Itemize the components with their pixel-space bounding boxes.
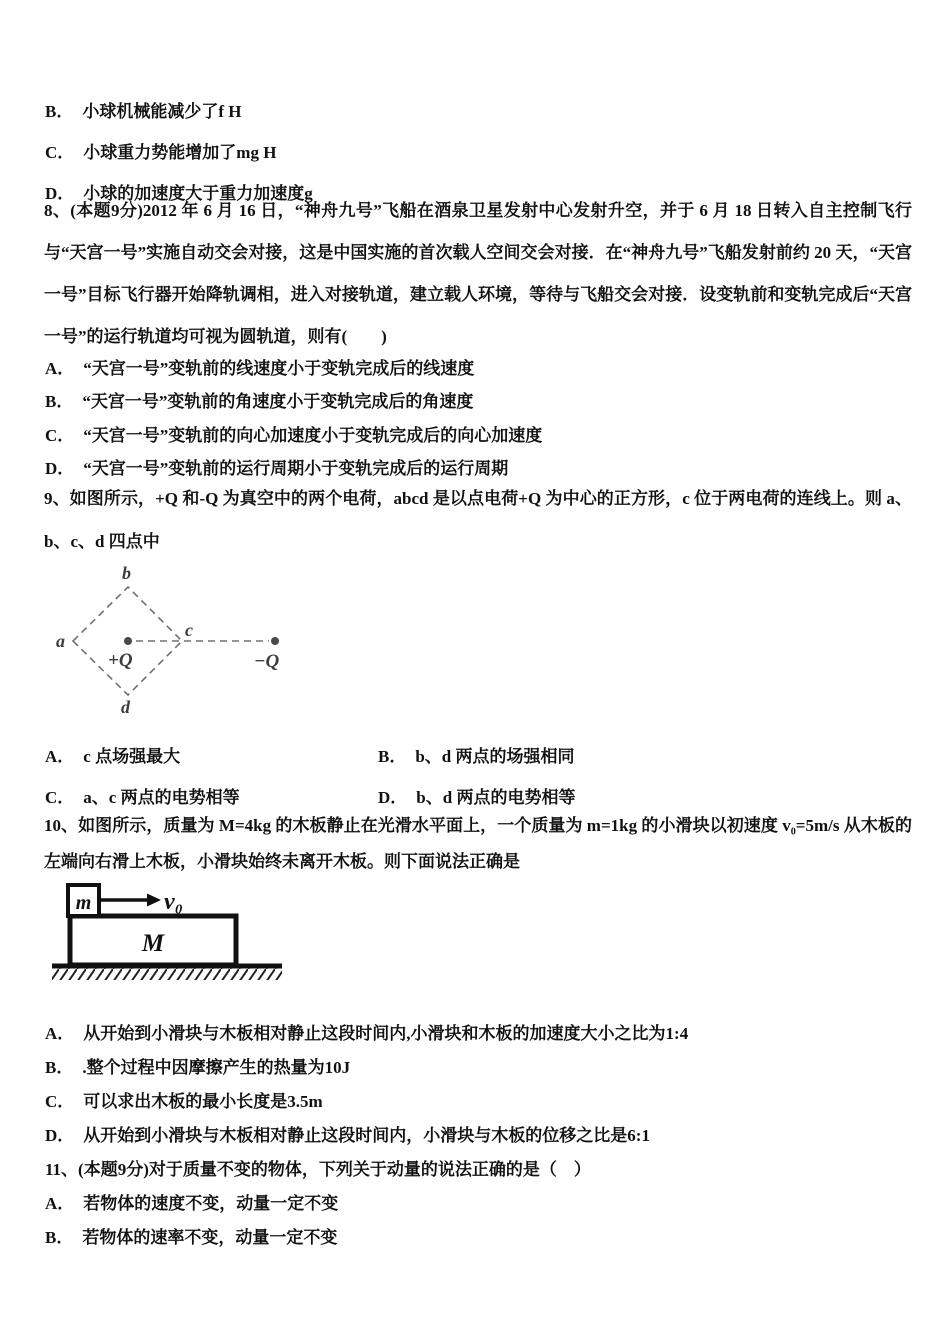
q8-option-c — [45, 421, 542, 446]
option-label: B． — [45, 1228, 74, 1247]
option-label: A． — [45, 1194, 75, 1213]
option-label: D． — [45, 1126, 75, 1145]
q10-option-b — [45, 1053, 350, 1078]
label-a: a — [56, 631, 65, 651]
q11-option-b — [45, 1223, 337, 1248]
option-label: B． — [45, 102, 74, 121]
q7-option-b — [45, 97, 241, 122]
charge-square-figure — [48, 563, 298, 721]
option-text: “天宫一号”变轨前的向心加速度小于变轨完成后的向心加速度 — [83, 426, 543, 445]
minus-charge-dot — [271, 637, 279, 645]
q11-option-a — [45, 1189, 338, 1214]
label-plus-q: +Q — [108, 650, 133, 671]
option-label: B． — [378, 747, 407, 766]
q7-option-c — [45, 138, 276, 163]
label-v0: v₀ — [164, 889, 184, 915]
option-label: A． — [45, 359, 75, 378]
q8-option-d — [45, 454, 508, 479]
option-label: C． — [45, 788, 75, 807]
q9-option-a — [45, 742, 180, 767]
option-text: 从开始到小滑块与木板相对静止这段时间内,小滑块和木板的加速度大小之比为1:4 — [83, 1024, 689, 1043]
q9-option-c — [45, 783, 240, 808]
option-text: 小球机械能减少了f H — [82, 102, 242, 121]
label-d: d — [121, 697, 130, 717]
option-text: “天宫一号”变轨前的角速度小于变轨完成后的角速度 — [82, 392, 474, 411]
velocity-arrowhead — [147, 894, 161, 907]
option-label: C． — [45, 143, 75, 162]
q9-option-b — [378, 742, 575, 767]
q9-stem: 9、如图所示，+Q 和-Q 为真空中的两个电荷，abcd 是以点电荷+Q 为中心的正方形，c 位于两电荷的连线上。则 a、b、c、d 四点中 — [44, 489, 912, 551]
option-label: B． — [45, 1058, 74, 1077]
label-M: M — [141, 930, 165, 957]
option-text: c 点场强最大 — [83, 747, 181, 766]
option-label: D． — [378, 788, 408, 807]
q10-option-c — [45, 1087, 323, 1112]
option-text: 小球重力势能增加了mg H — [83, 143, 277, 162]
q11-stem: 11、(本题9分)对于质量不变的物体，下列关于动量的说法正确的是（ ） — [45, 1160, 591, 1179]
label-minus-q: −Q — [254, 651, 280, 672]
option-text: 若物体的速度不变，动量一定不变 — [83, 1194, 339, 1213]
option-label: C． — [45, 1092, 75, 1111]
plus-charge-dot — [124, 637, 132, 645]
option-text: “天宫一号”变轨前的线速度小于变轨完成后的线速度 — [83, 359, 475, 378]
q9-option-d — [378, 783, 575, 808]
option-label: A． — [45, 747, 75, 766]
label-c: c — [185, 620, 193, 640]
q10-stem: 10、如图所示，质量为 M=4kg 的木板静止在光滑水平面上，一个质量为 m=1kg 的小滑块以初速度 v₀=5m/s 从木板的左端向右滑上木板，小滑块始终未离开木板。则下面说法正确是 — [44, 816, 912, 871]
q10-option-a — [45, 1019, 688, 1044]
block-on-plank-figure — [50, 878, 340, 988]
option-text: 若物体的速率不变，动量一定不变 — [82, 1228, 338, 1247]
option-label: C． — [45, 426, 75, 445]
option-text: 可以求出木板的最小长度是3.5m — [83, 1092, 323, 1111]
option-label: D． — [45, 184, 75, 203]
option-text: 从开始到小滑块与木板相对静止这段时间内，小滑块与木板的位移之比是6:1 — [83, 1126, 650, 1145]
option-text: 小球的加速度大于重力加速度g — [83, 184, 313, 203]
label-m: m — [75, 892, 92, 914]
option-label: A． — [45, 1024, 75, 1043]
option-text: “天宫一号”变轨前的运行周期小于变轨完成后的运行周期 — [83, 459, 509, 478]
option-text: b、d 两点的场强相同 — [415, 747, 575, 766]
q8-option-a — [45, 354, 474, 379]
option-text: b、d 两点的电势相等 — [416, 788, 576, 807]
option-text: .整个过程中因摩擦产生的热量为10J — [82, 1058, 351, 1077]
q8-option-b — [45, 387, 473, 412]
q8-stem: 8、(本题9分)2012 年 6 月 16 日，“神舟九号”飞船在酒泉卫星发射中心发射升空，并于 6 月 18 日转入自主控制飞行与“天宫一号”实施自动交会对接，这是中国实施的首次载人空间交会对接．在“神舟九号”飞船发射前约 20 天，“天宫一号”目标飞行器开始降轨调相，进入对接轨道，建立载人环境，等待与飞船交会对接．设变轨前和变轨完成后“天宫一号”的运行轨道均可视为圆轨道，则有( ) — [44, 201, 912, 346]
option-label: B． — [45, 392, 74, 411]
q10-option-d — [45, 1121, 650, 1146]
option-label: D． — [45, 459, 75, 478]
ground-hatching — [52, 967, 282, 980]
label-b: b — [122, 563, 131, 583]
option-text: a、c 两点的电势相等 — [83, 788, 240, 807]
